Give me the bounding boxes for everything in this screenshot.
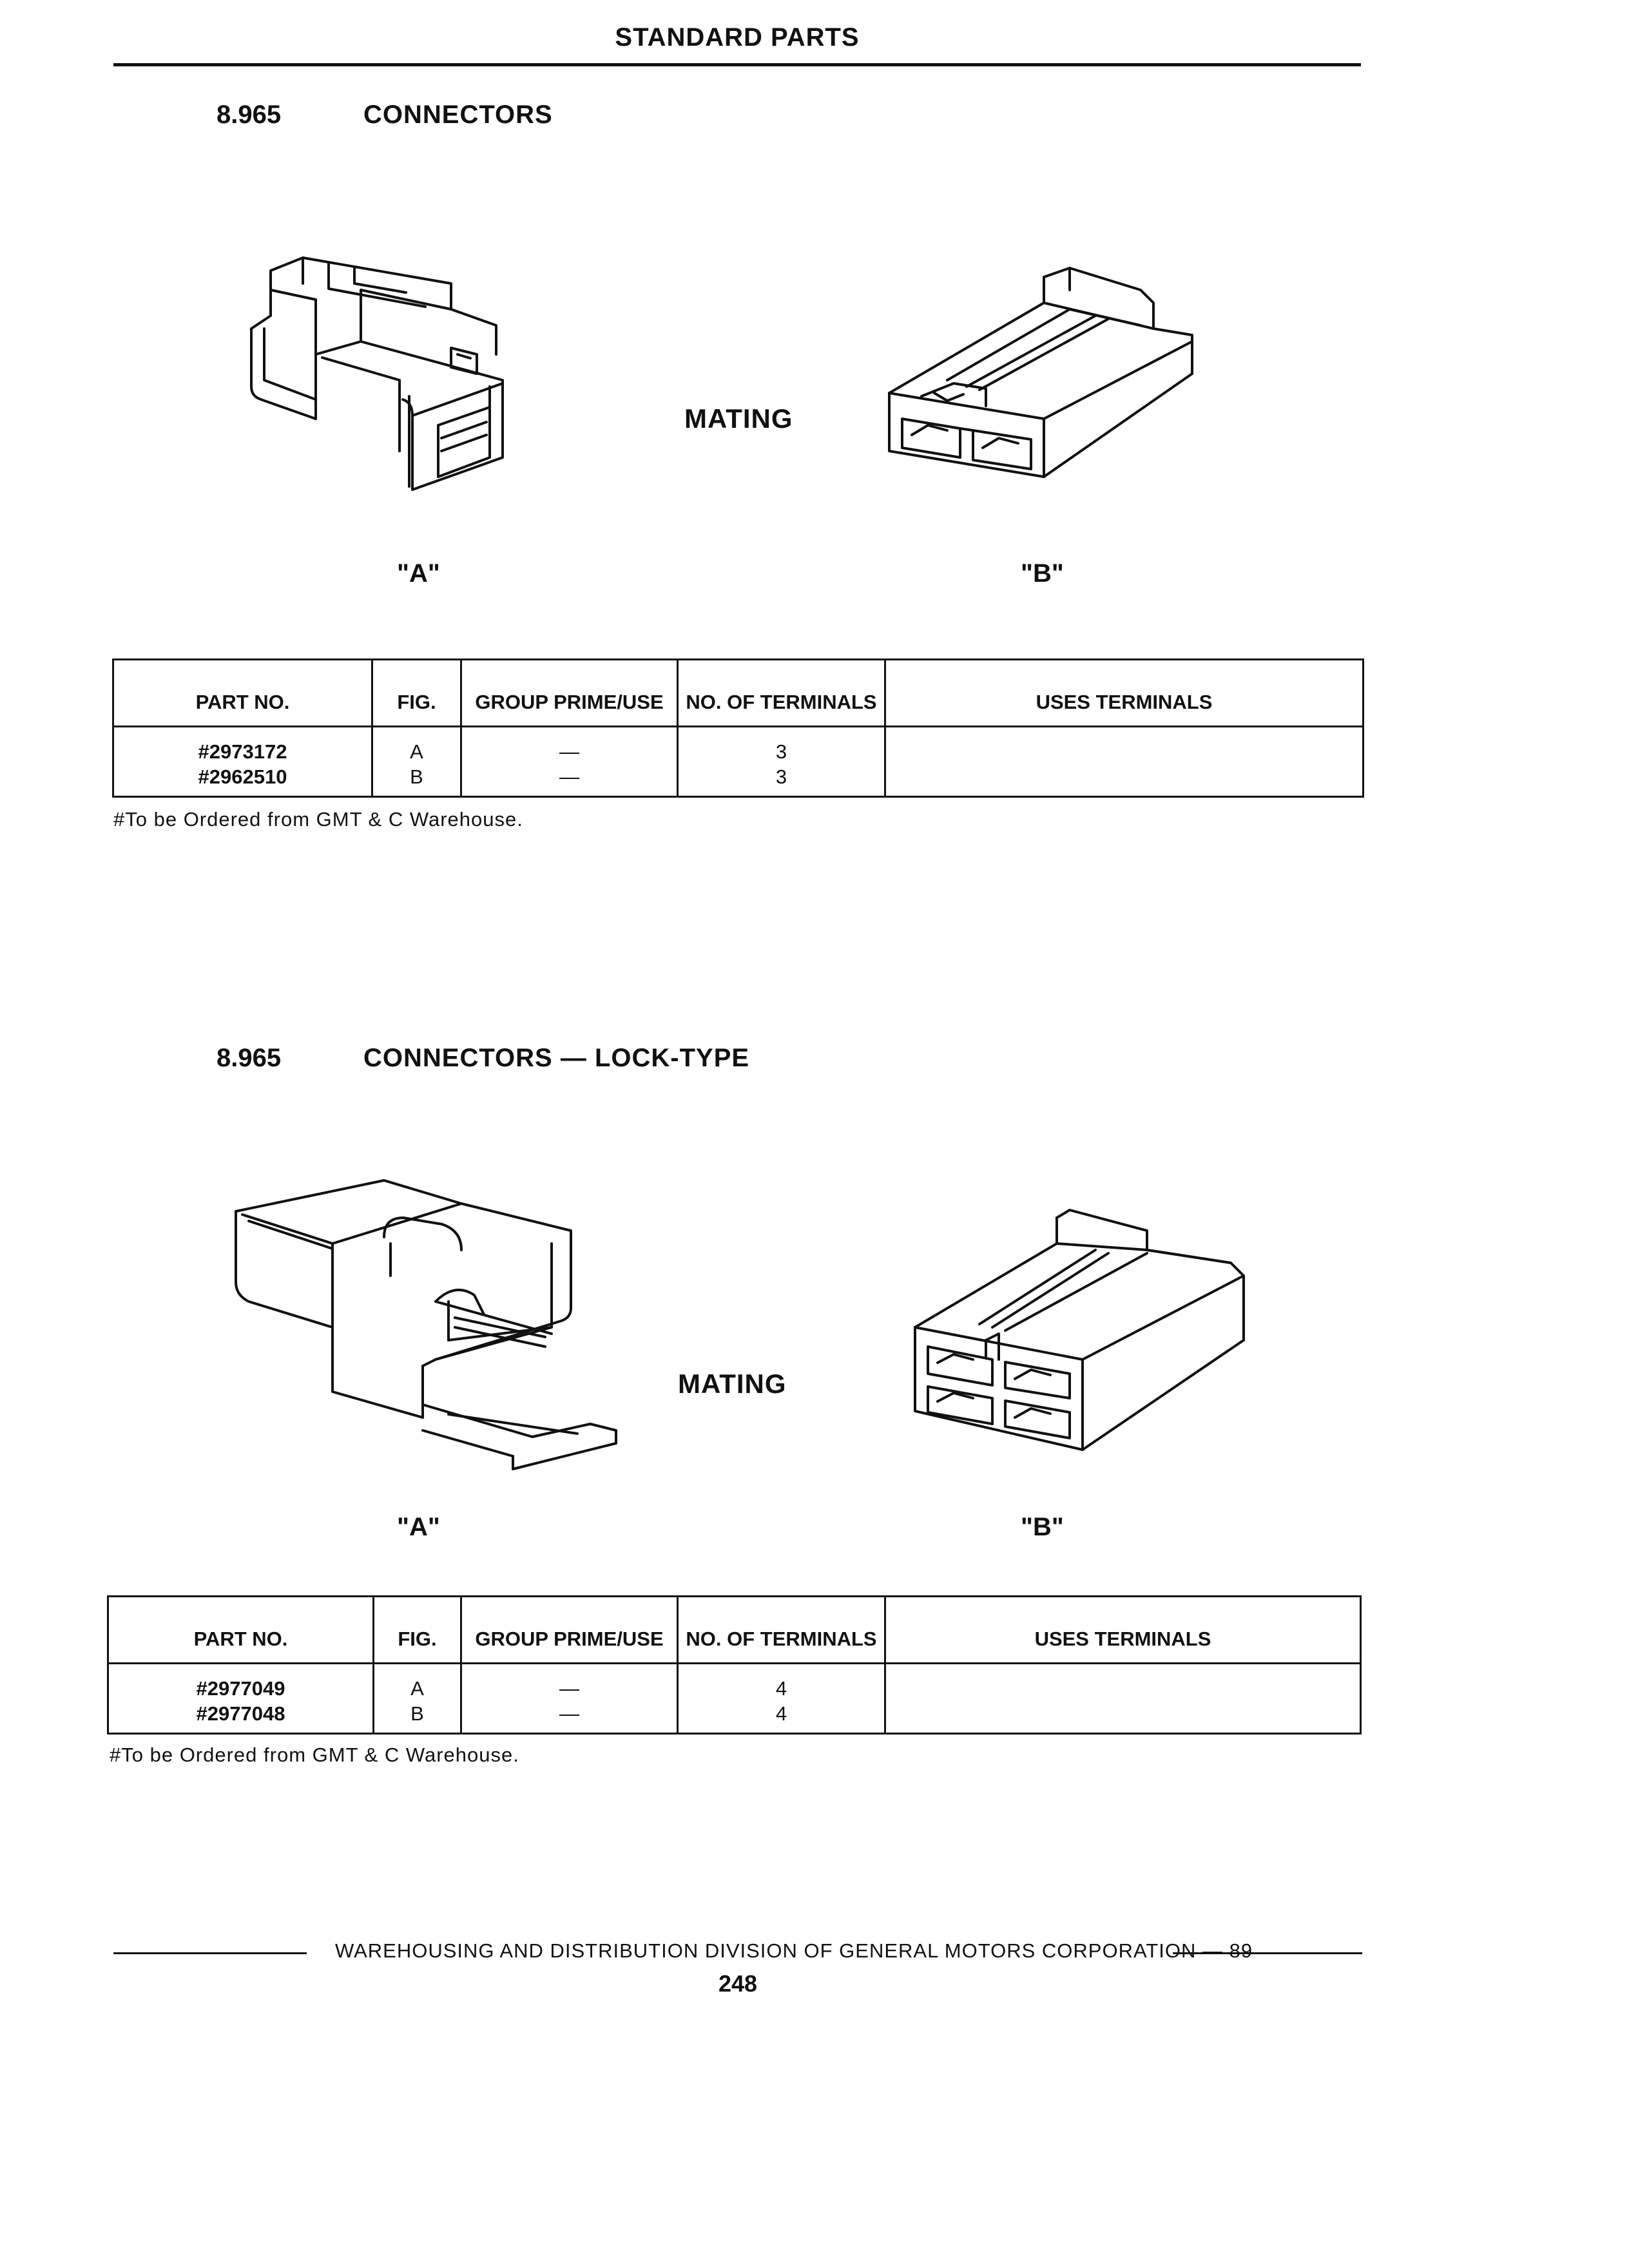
fig-cell [374,1664,461,1734]
uses-terminals-cell [885,727,1364,797]
header-group-line2: PRIME/USE [554,1628,664,1651]
part-no: #2973172 [198,740,287,763]
header-terminals-line2: TERMINALS [760,1628,877,1651]
lock-connector-b-illustration [902,1205,1250,1469]
uses-terminals-cell [885,1664,1361,1734]
part-no-cell [108,1664,374,1734]
group-value: — [559,765,579,789]
header-uses-terminals: USES TERMINALS [885,660,1364,727]
section-1-number: 8.965 [217,101,282,129]
header-fig: FIG. [374,1597,461,1664]
header-fig: FIG. [372,660,461,727]
section-1-fig-a-label: "A" [397,559,440,588]
section-2-mating-label: MATING [678,1369,787,1399]
section-1-title: CONNECTORS [363,101,553,129]
table-row [108,1664,1361,1734]
page-title: STANDARD PARTS [615,23,860,52]
group-value: — [559,1702,579,1725]
terminals-value: 4 [775,1702,787,1725]
fig-value: B [410,765,423,789]
header-terminals-line1: NO. OF [686,691,755,714]
fig-value: A [410,740,423,763]
header-group-line1: GROUP [475,1628,548,1651]
terminals-value: 3 [775,740,787,763]
header-part-no: PART NO. [113,660,372,727]
header-uses-terminals: USES TERMINALS [885,1597,1361,1664]
section-2-fig-a-label: "A" [397,1513,440,1541]
group-value: — [559,1677,579,1700]
section-2-fig-b-label: "B" [1021,1513,1064,1541]
section-1-mating-label: MATING [684,403,793,434]
header-group [461,1597,678,1664]
section-2-number: 8.965 [217,1044,282,1072]
section-2-title: CONNECTORS — LOCK-TYPE [363,1044,750,1072]
header-terminals-line1: NO. OF [686,1628,755,1651]
terminals-cell [678,727,885,797]
part-no-cell [113,727,372,797]
header-part-no: PART NO. [108,1597,374,1664]
header-terminals-line2: TERMINALS [760,691,877,714]
group-cell [461,1664,678,1734]
connector-a-illustration [245,245,606,503]
terminals-value: 3 [775,765,787,789]
terminals-cell [678,1664,885,1734]
group-cell [461,727,678,797]
section-2-note: #To be Ordered from GMT & C Warehouse. [110,1744,519,1766]
header-terminals [678,1597,885,1664]
footer-text: WAREHOUSING AND DISTRIBUTION DIVISION OF GENERAL MOTORS CORPORATION — 89 [335,1939,1253,1962]
fig-value: A [410,1677,424,1700]
part-no: #2977049 [196,1677,285,1700]
header-terminals [678,660,885,727]
part-no: #2977048 [196,1702,285,1725]
fig-value: B [410,1702,424,1725]
page-header [113,19,1361,66]
section-1-parts-table [112,658,1364,798]
lock-connector-a-illustration [229,1173,629,1482]
section-1-note: #To be Ordered from GMT & C Warehouse. [113,808,523,831]
footer-rule-right [1173,1952,1362,1954]
section-1-fig-b-label: "B" [1021,559,1064,588]
header-group-line1: GROUP [475,691,548,714]
group-value: — [559,740,579,763]
connector-b-illustration [851,264,1211,496]
part-no: #2962510 [198,765,287,789]
table-row [113,727,1364,797]
fig-cell [372,727,461,797]
page-number: 248 [718,1970,758,1997]
section-2-parts-table [107,1595,1362,1735]
header-group [461,660,678,727]
terminals-value: 4 [775,1677,787,1700]
footer-rule-left [113,1952,307,1954]
header-group-line2: PRIME/USE [554,691,664,714]
